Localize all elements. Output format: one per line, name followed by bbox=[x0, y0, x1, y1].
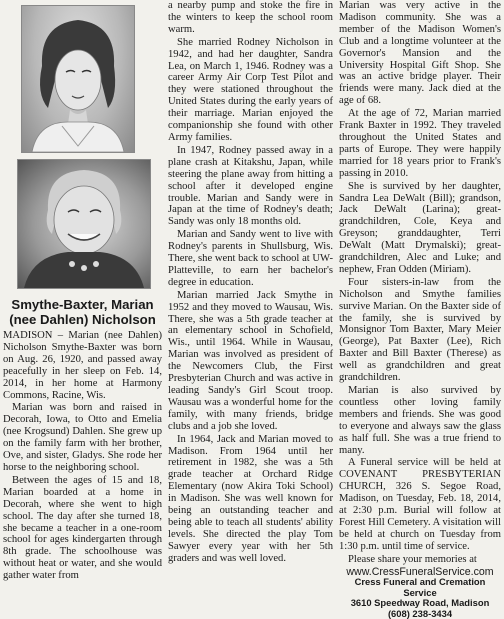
paragraph: In 1964, Jack and Marian moved to Madison. From 1964 until her retirement in 1982, she was a 5th grade teacher at Orchard Ridge Elementary (now Akira Toki School) in Madison. She was well known for being an outstanding teacher and being able to teach all students' ability levels. She directed the play Tom Sawyer every year with her 5th graders and was well loved. bbox=[168, 433, 333, 564]
paragraph: In 1947, Rodney passed away in a plane crash at Kitakshu, Japan, while steering the plane away from hitting a school after it developed engine trouble. Marian and Sandy were in Japan at the time of Rodney's death; Sandy was only 18 months old. bbox=[168, 144, 333, 228]
paragraph: Marian is also survived by countless other loving family members and friends. She was good to everyone and always saw the glass as half full. She was a true friend to many. bbox=[339, 385, 501, 456]
paragraph: She is survived by her daughter, Sandra Lea DeWalt (Bill); grandson, Jack DeWalt (Larina); great-grandchildren, Cole, Keya and Greyson; granddaughter, Terri DeWalt (Matt Drymalski); great-grandchildren, Alec and Luke; and nephew, Fran Odden (Miriam). bbox=[339, 180, 501, 275]
portrait-elderly-photo bbox=[17, 159, 151, 289]
paragraph: Four sisters-in-law from the Nicholson and Smythe families survive Marian. On the Baxter side of the family, she is survived by Monsignor Tom Baxter, Mary Meier (George), Pat Baxter (Lee), Rich Baxter and Bill Baxter (Therese) as well as grandchildren and great grandchildren. bbox=[339, 276, 501, 384]
paragraph: Marian was very active in the Madison community. She was a member of the Madison Women's Club and a longtime volunteer at the Governor's Mansion and the University Hospital Gift Shop. She was an active bridge player. Their friends were many. Jack died at the age of 68. bbox=[339, 0, 501, 107]
obituary-name-heading: Smythe-Baxter, Marian (nee Dahlen) Nicholson bbox=[9, 297, 156, 327]
funeral-service-paragraph: A Funeral service will be held at COVENANT PRESBYTERIAN CHURCH, 326 S. Segoe Road, Madison, on Tuesday, Feb. 18, 2014, at 2:30 p.m. Burial will follow at Forest Hill Cemetery. A visitation will be held at church on Tuesday from 1:30 p.m. until time of service. bbox=[339, 457, 501, 552]
paragraph: She married Rodney Nicholson in 1942, and had her daughter, Sandra Lea, on March 1, 1946. Rodney was a career Army Air Corp Test Pilot and they were stationed throughout the United States during the early years of their marriage. Marian enjoyed the companionship she found with other Army families. bbox=[168, 36, 333, 143]
share-memories-paragraph: Please share your memories at bbox=[348, 553, 477, 565]
paragraph: Between the ages of 15 and 18, Marian boarded at a home in Decorah, where she went to high school. The day after she turned 18, she became a teacher in a one-room school for ages kindergarten through 8th grade. The schoolhouse was without heat or water, and she would gather water from bbox=[3, 474, 162, 582]
column-1 bbox=[3, 0, 162, 583]
portrait-young-photo bbox=[21, 5, 135, 153]
paragraph: Marian and Sandy went to live with Rodney's parents in Shullsburg, Wis. There, she went back to school at UW-Platteville, to earn her bachelor's degree in education. bbox=[168, 229, 333, 288]
funeral-home-phone: (608) 238-3434 bbox=[387, 607, 453, 619]
column-3 bbox=[339, 0, 501, 619]
funeral-home-website: www.CressFuneralService.com bbox=[346, 565, 494, 578]
column-2 bbox=[168, 0, 333, 566]
funeral-home-name: Cress Funeral and Cremation Service bbox=[354, 576, 486, 598]
paragraph: MADISON – Marian (nee Dahlen) Nicholson Smythe-Baxter was born on Aug. 26, 1920, and passed away peacefully in her sleep on Feb. 14, 2014, in her home at Harmony Commons, Racine, Wis. bbox=[3, 330, 162, 401]
paragraph: a nearby pump and stoke the fire in the winters to keep the school room warm. bbox=[168, 0, 333, 35]
paragraph: At the age of 72, Marian married Frank Baxter in 1992. They traveled throughout the United States and parts of Europe. They were happily married for 18 years prior to Frank's passing in 2010. bbox=[339, 108, 501, 179]
funeral-home-address: 3610 Speedway Road, Madison bbox=[350, 597, 490, 609]
paragraph: Marian married Jack Smythe in 1952 and they moved to Wausau, Wis. There, she was a 5th grade teacher at an elementary school in Schofield, Wis., until 1964. While in Wausau, Marian was involved as president of the Newcomers Club, the First Presbyterian Church and was active in leading Sandy's Girl Scout troop. Wausau was a wonderful home for the family, with many friends, bridge clubs and a job she loved. bbox=[168, 289, 333, 432]
paragraph: Marian was born and raised in Decorah, Iowa, to Otto and Emelia (nee Krogsund) Dahlen. She grew up on the family farm with her brother, Ove, and sister, Gladys. She rode her horse to the neighboring school. bbox=[3, 402, 162, 473]
